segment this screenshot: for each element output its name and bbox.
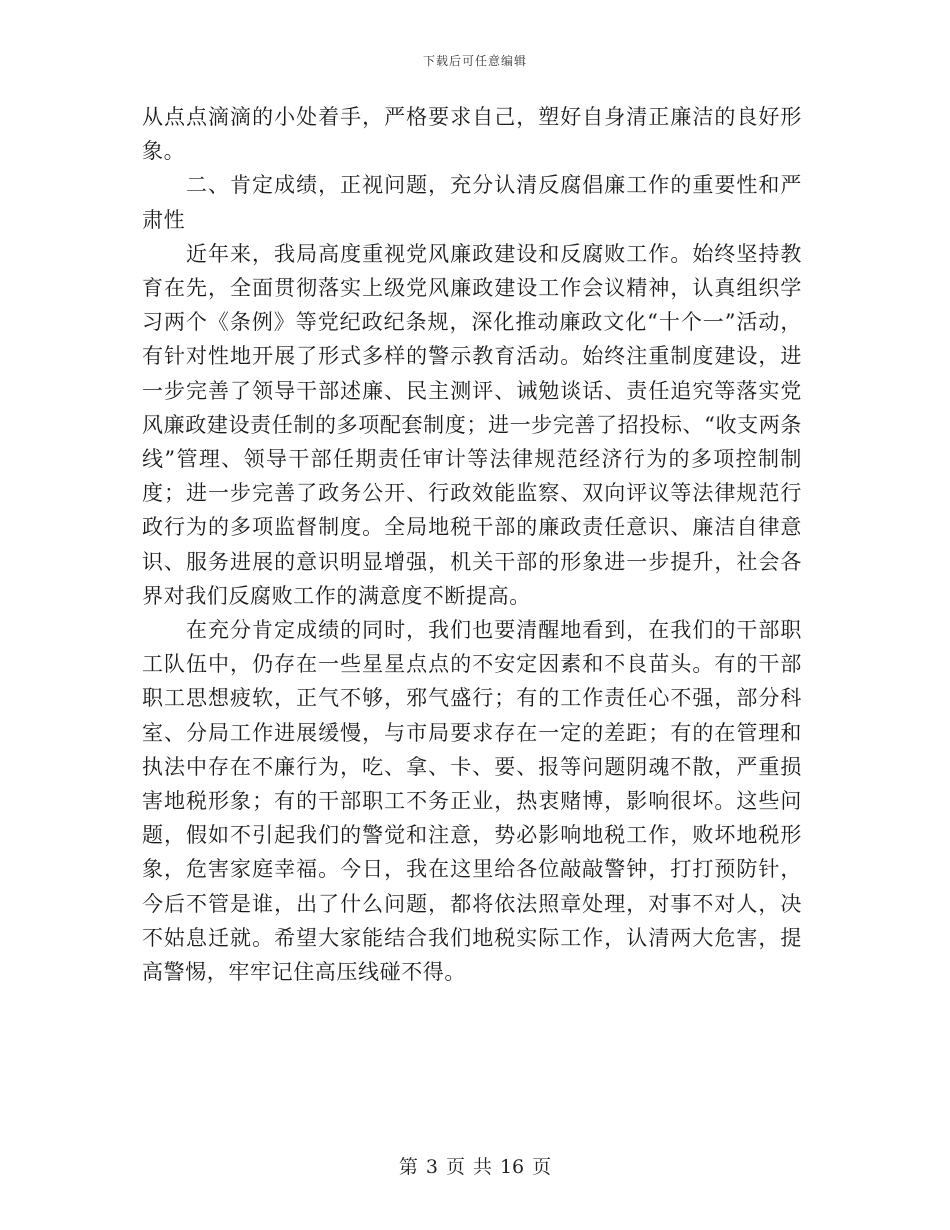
footer-page-word: 页 [445, 1156, 465, 1178]
paragraph-continuation: 从点点滴滴的小处着手，严格要求自己，塑好自身清正廉洁的良好形象。 [142, 105, 802, 164]
paragraph-problems: 在充分肯定成绩的同时，我们也要清醒地看到，在我们的干部职工队伍中，仍存在一些星星点点的不安定因素和不良苗头。有的干部职工思想疲软，正气不够，邪气盛行；有的工作责任心不强，部分科室、分局工作进展缓慢，与市局要求存在一定的差距；有的在管理和执法中存在不廉行为，吃、拿、卡、要、报等问题阴魂不散，严重损害地税形象；有的干部职工不务正业，热衷赌博，影响很坏。这些问题，假如不引起我们的警觉和注意，势必影响地税工作，败坏地税形象，危害家庭幸福。今日，我在这里给各位敲敲警钟，打打预防针，今后不管是谁，出了什么问题，都将依法照章处理，对事不对人，决不姑息迁就。希望大家能结合我们地税实际工作，认清两大危害，提高警惕，牢牢记住高压线碰不得。 [142, 618, 802, 985]
paragraph-achievements: 近年来，我局高度重视党风廉政建设和反腐败工作。始终坚持教育在先，全面贯彻落实上级党风廉政建设工作会议精神，认真组织学习两个《条例》等党纪政纪条规，深化推动廉政文化“十个一”活动，有针对性地开展了形式多样的警示教育活动。始终注重制度建设，进一步完善了领导干部述廉、民主测评、诫勉谈话、责任追究等落实党风廉政建设责任制的多项配套制度；进一步完善了招投标、“收支两条线”管理、领导干部任期责任审计等法律规范经济行为的多项控制制度；进一步完善了政务公开、行政效能监察、双向评议等法律规范行政行为的多项监督制度。全局地税干部的廉政责任意识、廉洁自律意识、服务进展的意识明显增强，机关干部的形象进一步提升，社会各界对我们反腐败工作的满意度不断提高。 [142, 241, 802, 608]
footer-total-pages: 16 [499, 1156, 525, 1178]
footer-total-word: 共 [472, 1156, 492, 1178]
section-heading: 二、肯定成绩，正视问题，充分认清反腐倡廉工作的重要性和严肃性 [142, 173, 802, 232]
footer-prefix: 第 [398, 1156, 418, 1178]
document-body [142, 100, 802, 989]
footer-current-page: 3 [425, 1156, 438, 1178]
page-footer [0, 1152, 950, 1179]
page-header-note: 下载后可任意编辑 [422, 54, 527, 68]
footer-suffix: 页 [532, 1156, 552, 1178]
